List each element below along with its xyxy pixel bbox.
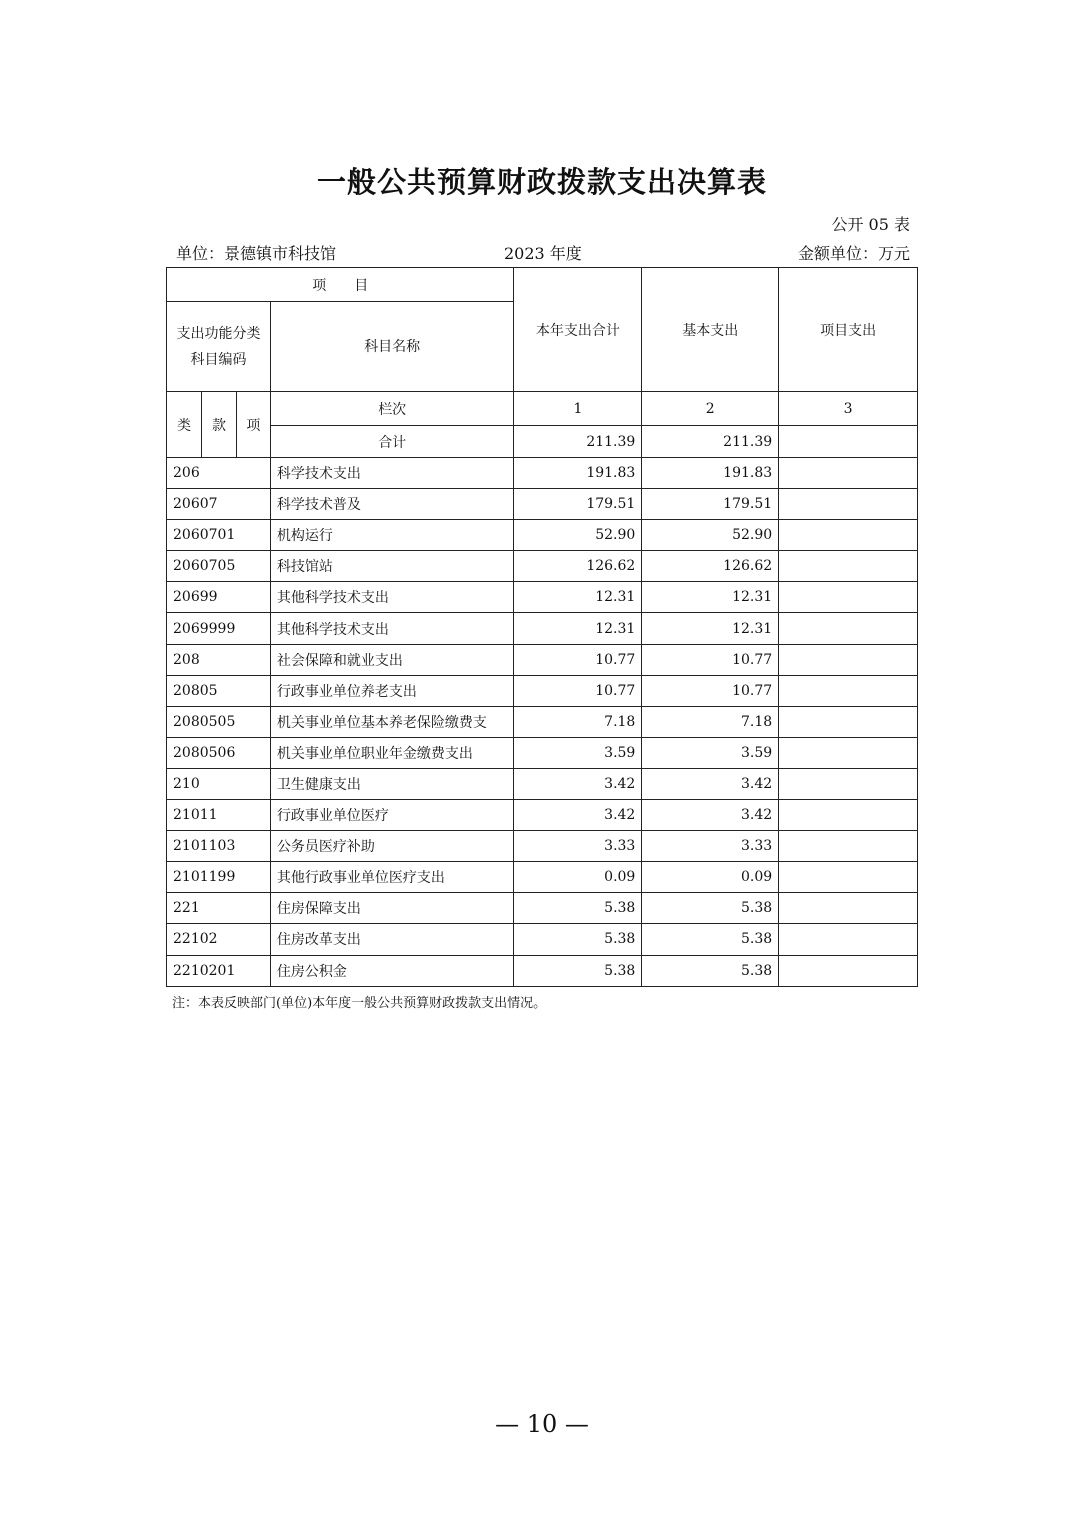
header-n1: 1 [514, 392, 642, 426]
row-basic: 5.38 [642, 924, 779, 955]
row-project [779, 520, 918, 551]
header-xiang: 项 [236, 392, 270, 458]
row-code: 22102 [167, 924, 271, 955]
row-name: 科技馆站 [270, 551, 514, 582]
row-basic: 3.33 [642, 831, 779, 862]
header-row-lanci [167, 392, 918, 426]
row-basic: 5.38 [642, 893, 779, 924]
row-total: 3.42 [514, 800, 642, 831]
sum-project [779, 426, 918, 458]
row-total: 10.77 [514, 675, 642, 706]
document-title: 一般公共预算财政拨款支出决算表 [316, 165, 767, 199]
row-name: 住房公积金 [270, 955, 514, 986]
table-row [167, 924, 918, 955]
form-number: 公开 05 表 [831, 215, 910, 234]
row-name: 科学技术普及 [270, 489, 514, 520]
row-code: 20607 [167, 489, 271, 520]
row-project [779, 551, 918, 582]
header-n2: 2 [642, 392, 779, 426]
row-total: 12.31 [514, 613, 642, 644]
row-name: 其他科学技术支出 [270, 582, 514, 613]
row-basic: 52.90 [642, 520, 779, 551]
header-name-col: 科目名称 [270, 302, 514, 392]
row-project [779, 737, 918, 768]
row-name: 行政事业单位养老支出 [270, 675, 514, 706]
row-code: 2060701 [167, 520, 271, 551]
sum-basic: 211.39 [642, 426, 779, 458]
row-code: 20699 [167, 582, 271, 613]
row-name: 其他行政事业单位医疗支出 [270, 862, 514, 893]
table-row [167, 582, 918, 613]
row-name: 卫生健康支出 [270, 768, 514, 799]
unit-label: 单位：景德镇市科技馆 [176, 244, 337, 263]
table-row [167, 893, 918, 924]
header-row-item [167, 268, 918, 302]
row-basic: 7.18 [642, 706, 779, 737]
row-code: 2060705 [167, 551, 271, 582]
row-total: 10.77 [514, 644, 642, 675]
row-code: 2101199 [167, 862, 271, 893]
row-project [779, 831, 918, 862]
budget-table [166, 267, 918, 987]
header-lanci: 栏次 [270, 392, 514, 426]
header-code-col: 支出功能分类科目编码 [167, 302, 271, 392]
row-basic: 3.59 [642, 737, 779, 768]
row-code: 20805 [167, 675, 271, 706]
row-name: 机构运行 [270, 520, 514, 551]
row-project [779, 489, 918, 520]
row-basic: 126.62 [642, 551, 779, 582]
row-name: 科学技术支出 [270, 458, 514, 489]
row-code: 2210201 [167, 955, 271, 986]
row-project [779, 955, 918, 986]
row-basic: 12.31 [642, 582, 779, 613]
row-basic: 191.83 [642, 458, 779, 489]
table-row [167, 551, 918, 582]
page-number: — 10 — [495, 1410, 589, 1438]
row-project [779, 458, 918, 489]
row-project [779, 644, 918, 675]
table-row [167, 520, 918, 551]
row-basic: 10.77 [642, 675, 779, 706]
table-row [167, 768, 918, 799]
row-total: 0.09 [514, 862, 642, 893]
row-total: 7.18 [514, 706, 642, 737]
row-basic: 179.51 [642, 489, 779, 520]
header-n3: 3 [779, 392, 918, 426]
row-total: 126.62 [514, 551, 642, 582]
sum-total: 211.39 [514, 426, 642, 458]
row-project [779, 800, 918, 831]
row-name: 住房保障支出 [270, 893, 514, 924]
row-project [779, 613, 918, 644]
row-total: 179.51 [514, 489, 642, 520]
row-name: 其他科学技术支出 [270, 613, 514, 644]
row-total: 5.38 [514, 893, 642, 924]
row-code: 208 [167, 644, 271, 675]
row-project [779, 893, 918, 924]
table-row [167, 831, 918, 862]
row-code: 2069999 [167, 613, 271, 644]
header-item: 项 目 [167, 268, 514, 302]
row-name: 机关事业单位基本养老保险缴费支 [270, 706, 514, 737]
sum-row [167, 426, 918, 458]
row-total: 191.83 [514, 458, 642, 489]
row-code: 2101103 [167, 831, 271, 862]
header-col-project: 项目支出 [779, 268, 918, 392]
row-name: 公务员医疗补助 [270, 831, 514, 862]
row-code: 210 [167, 768, 271, 799]
header-col-basic: 基本支出 [642, 268, 779, 392]
header-lei: 类 [167, 392, 202, 458]
row-basic: 3.42 [642, 800, 779, 831]
row-name: 行政事业单位医疗 [270, 800, 514, 831]
row-name: 住房改革支出 [270, 924, 514, 955]
row-code: 221 [167, 893, 271, 924]
header-kuan: 款 [201, 392, 236, 458]
row-project [779, 706, 918, 737]
money-unit-label: 金额单位：万元 [797, 244, 910, 263]
row-project [779, 924, 918, 955]
row-name: 机关事业单位职业年金缴费支出 [270, 737, 514, 768]
table-row [167, 489, 918, 520]
table-row [167, 862, 918, 893]
table-row [167, 675, 918, 706]
row-basic: 12.31 [642, 613, 779, 644]
row-code: 206 [167, 458, 271, 489]
row-project [779, 862, 918, 893]
row-total: 3.33 [514, 831, 642, 862]
row-project [779, 768, 918, 799]
row-basic: 5.38 [642, 955, 779, 986]
row-basic: 10.77 [642, 644, 779, 675]
table-row [167, 458, 918, 489]
row-total: 12.31 [514, 582, 642, 613]
row-total: 3.42 [514, 768, 642, 799]
row-code: 2080506 [167, 737, 271, 768]
table-row [167, 955, 918, 986]
row-code: 21011 [167, 800, 271, 831]
header-col-total: 本年支出合计 [514, 268, 642, 392]
row-basic: 3.42 [642, 768, 779, 799]
row-project [779, 675, 918, 706]
table-row [167, 737, 918, 768]
row-total: 5.38 [514, 955, 642, 986]
table-row [167, 800, 918, 831]
table-row [167, 706, 918, 737]
table-row [167, 644, 918, 675]
table-note: 注：本表反映部门(单位)本年度一般公共预算财政拨款支出情况。 [172, 996, 547, 1011]
row-name: 社会保障和就业支出 [270, 644, 514, 675]
sum-label: 合计 [270, 426, 514, 458]
year-label: 2023 年度 [504, 244, 582, 263]
row-code: 2080505 [167, 706, 271, 737]
row-basic: 0.09 [642, 862, 779, 893]
row-total: 3.59 [514, 737, 642, 768]
table-row [167, 613, 918, 644]
row-total: 52.90 [514, 520, 642, 551]
row-total: 5.38 [514, 924, 642, 955]
row-project [779, 582, 918, 613]
